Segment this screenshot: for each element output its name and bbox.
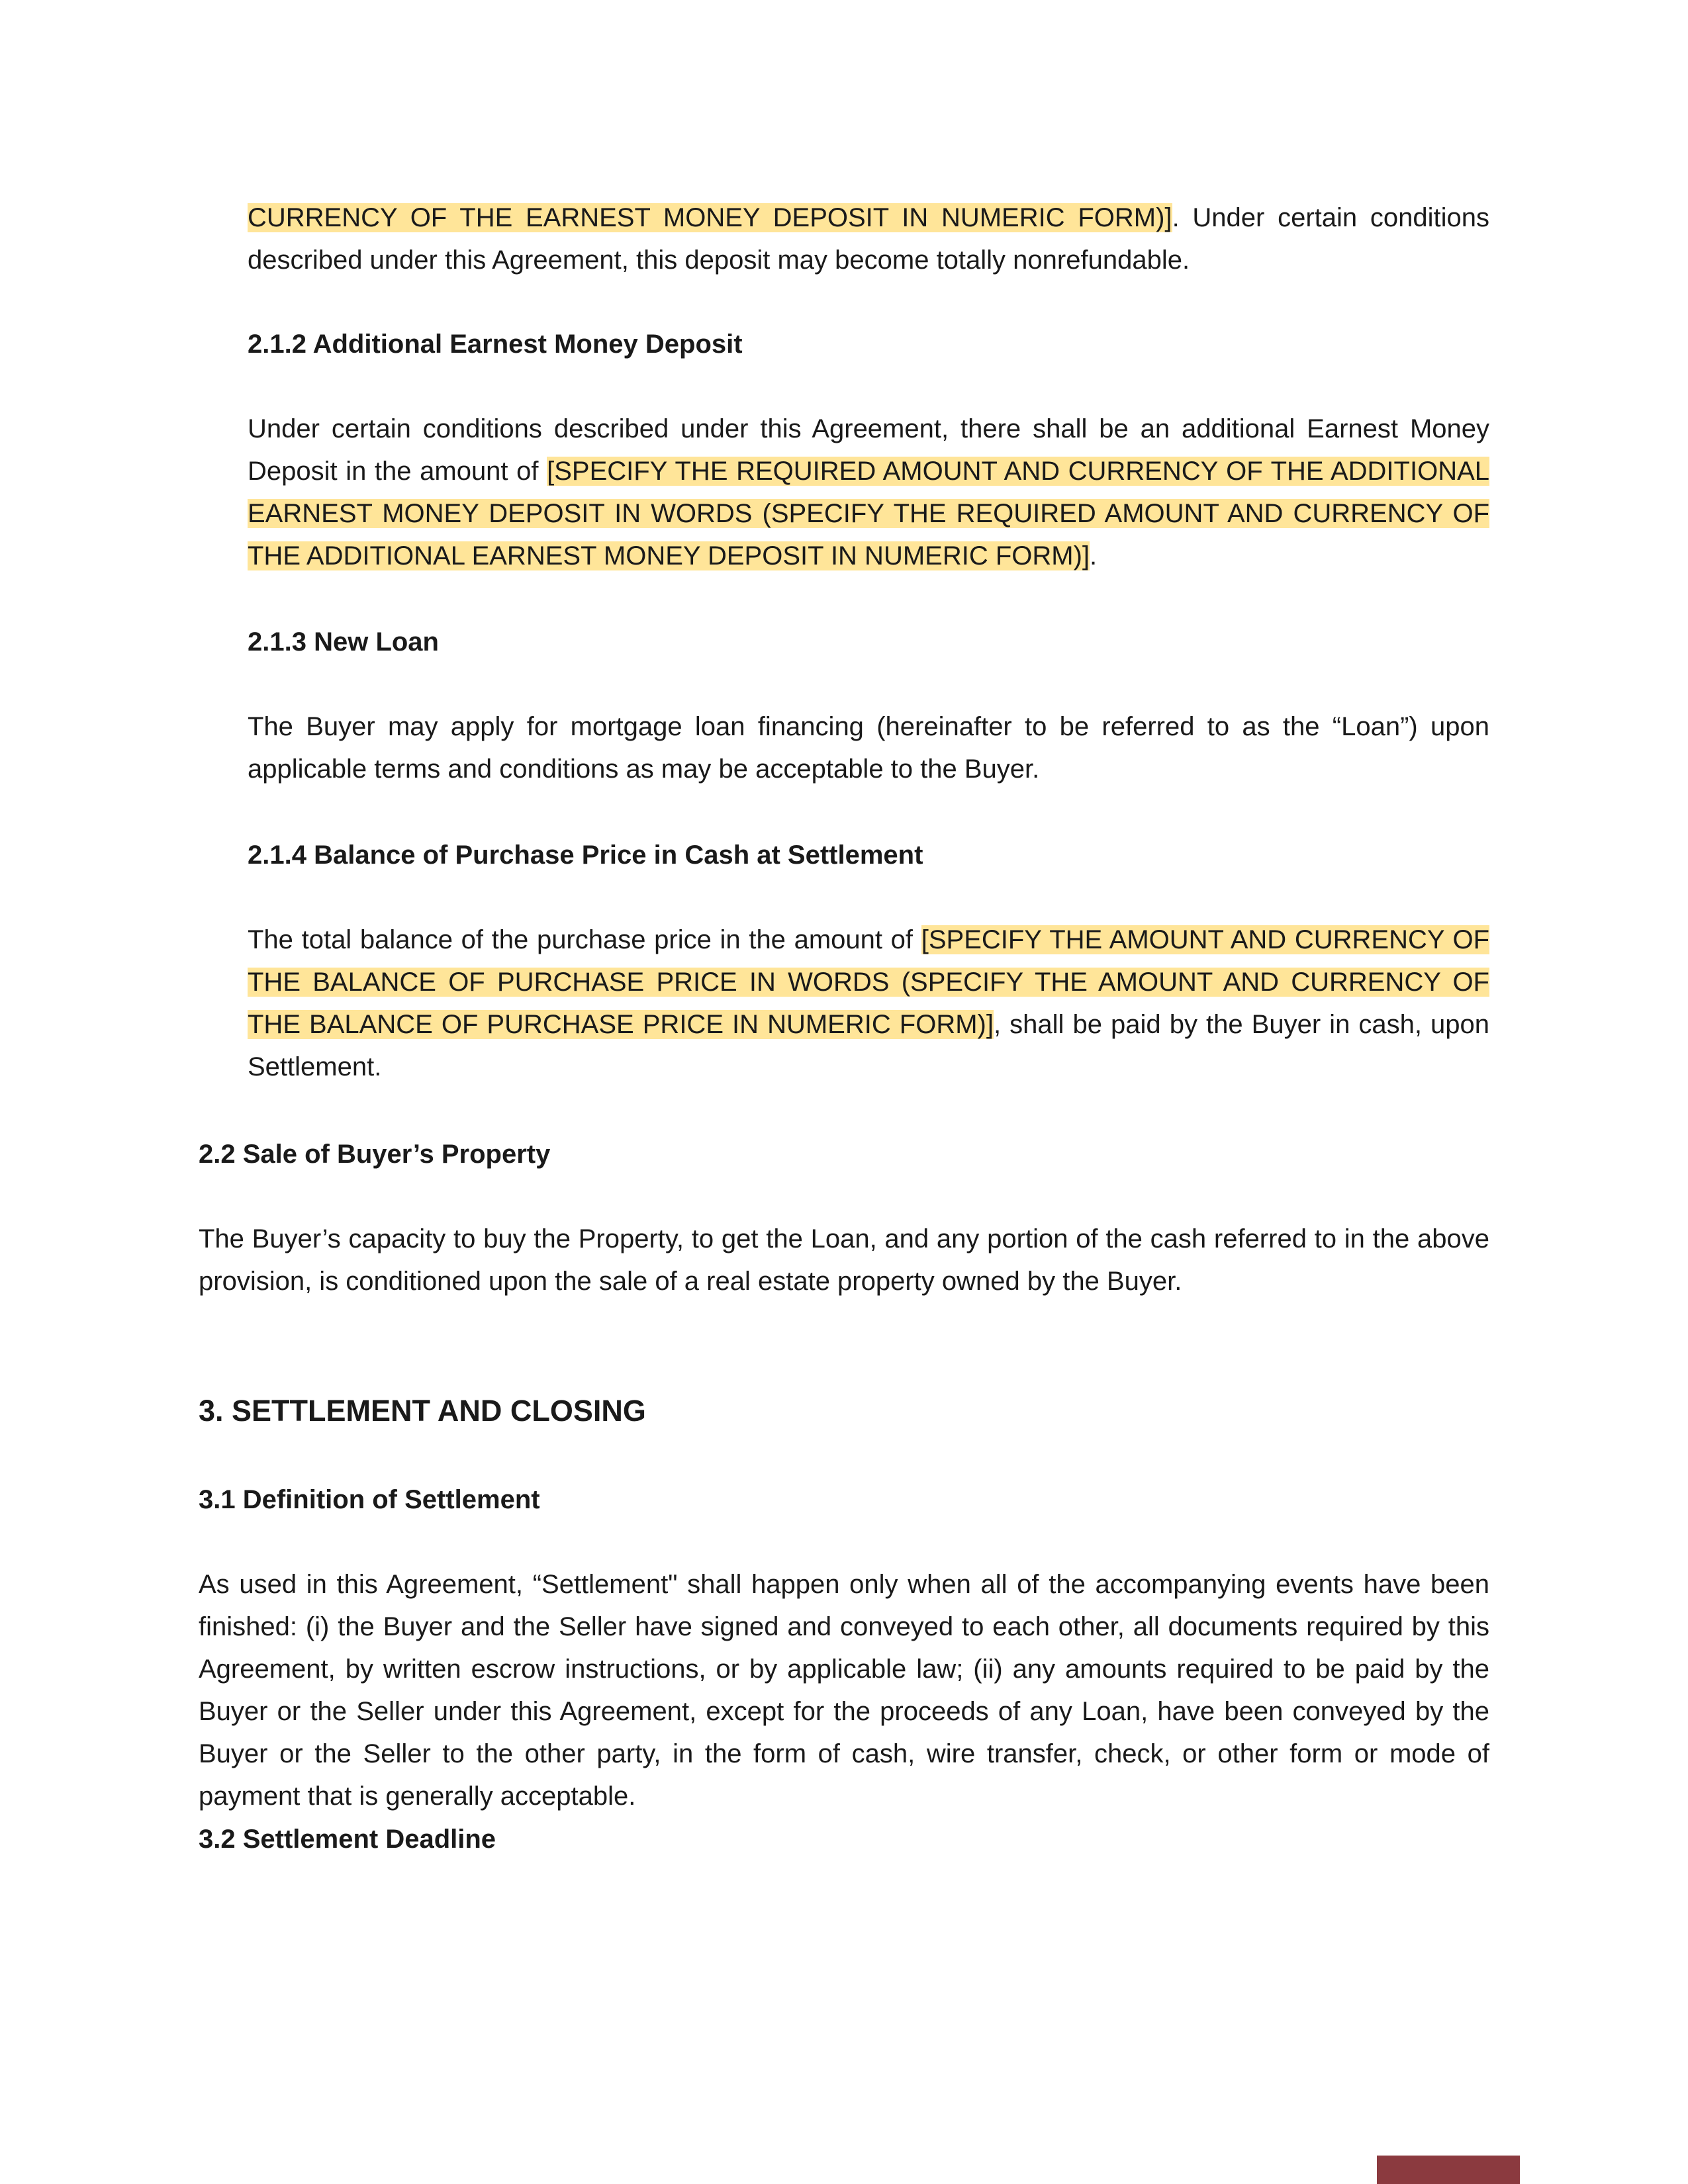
- additional-deposit-paragraph: [248, 408, 1489, 577]
- settlement-definition-paragraph: As used in this Agreement, “Settlement" shall happen only when all of the accompanying events have been finished: (i) the Buyer and the Seller have signed and conveyed to each other, all documents required by this Agreement, by written escrow instructions, or by applicable law; (ii) any amounts required to be paid by the Buyer or the Seller under this Agreement, except for the proceeds of any Loan, have been conveyed by the Buyer or the Seller to the other party, in the form of cash, wire transfer, check, or other form or mode of payment that is generally acceptable.: [199, 1570, 1489, 1811]
- new-loan-paragraph: The Buyer may apply for mortgage loan financing (hereinafter to be referred to as the “Loan”) upon applicable terms and conditions as may be acceptable to the Buyer.: [248, 712, 1489, 784]
- paragraph-text: Under certain conditions described under this Agreement, there shall be an additional Earnest Money Deposit in the amount of: [248, 414, 1489, 486]
- heading-2-1-4: 2.1.4 Balance of Purchase Price in Cash at Settlement: [248, 841, 923, 870]
- heading-2-1-2: 2.1.2 Additional Earnest Money Deposit: [248, 330, 743, 359]
- heading-section-3: 3. SETTLEMENT AND CLOSING: [199, 1394, 646, 1428]
- buyer-property-paragraph: The Buyer’s capacity to buy the Property, to get the Loan, and any portion of the cash referred to in the above provision, is conditioned upon the sale of a real estate property owned by the Buyer.: [199, 1224, 1489, 1296]
- paragraph-text: , shall be paid by the Buyer in cash, upon Settlement.: [248, 1010, 1490, 1081]
- balance-paragraph: [248, 919, 1489, 1088]
- heading-3-1: 3.1 Definition of Settlement: [199, 1485, 540, 1514]
- placeholder-highlight: CURRENCY OF THE EARNEST MONEY DEPOSIT IN NUMERIC FORM)]: [248, 203, 1172, 232]
- paragraph-text: .: [1090, 541, 1098, 570]
- heading-3-2: 3.2 Settlement Deadline: [199, 1825, 496, 1854]
- heading-2-2: 2.2 Sale of Buyer’s Property: [199, 1140, 551, 1169]
- heading-2-1-3: 2.1.3 New Loan: [248, 627, 439, 657]
- paragraph-text: The total balance of the purchase price in the amount of: [248, 925, 921, 954]
- paragraph-text: . Under certain conditions described under this Agreement, this deposit may become totally nonrefundable.: [248, 203, 1490, 275]
- placeholder-highlight: [SPECIFY THE REQUIRED AMOUNT AND CURRENCY OF THE ADDITIONAL EARNEST MONEY DEPOSIT IN WORDS (SPECIFY THE REQUIRED AMOUNT AND CURRENCY OF THE ADDITIONAL EARNEST MONEY DEPOSIT IN NUMERIC FORM)]: [248, 457, 1490, 570]
- placeholder-highlight: [SPECIFY THE AMOUNT AND CURRENCY OF THE BALANCE OF PURCHASE PRICE IN WORDS (SPECIFY THE AMOUNT AND CURRENCY OF THE BALANCE OF PURCHASE PRICE IN NUMERIC FORM)]: [248, 925, 1490, 1039]
- footer-accent-bar: [1377, 2156, 1520, 2184]
- earnest-deposit-continuation: [248, 197, 1489, 281]
